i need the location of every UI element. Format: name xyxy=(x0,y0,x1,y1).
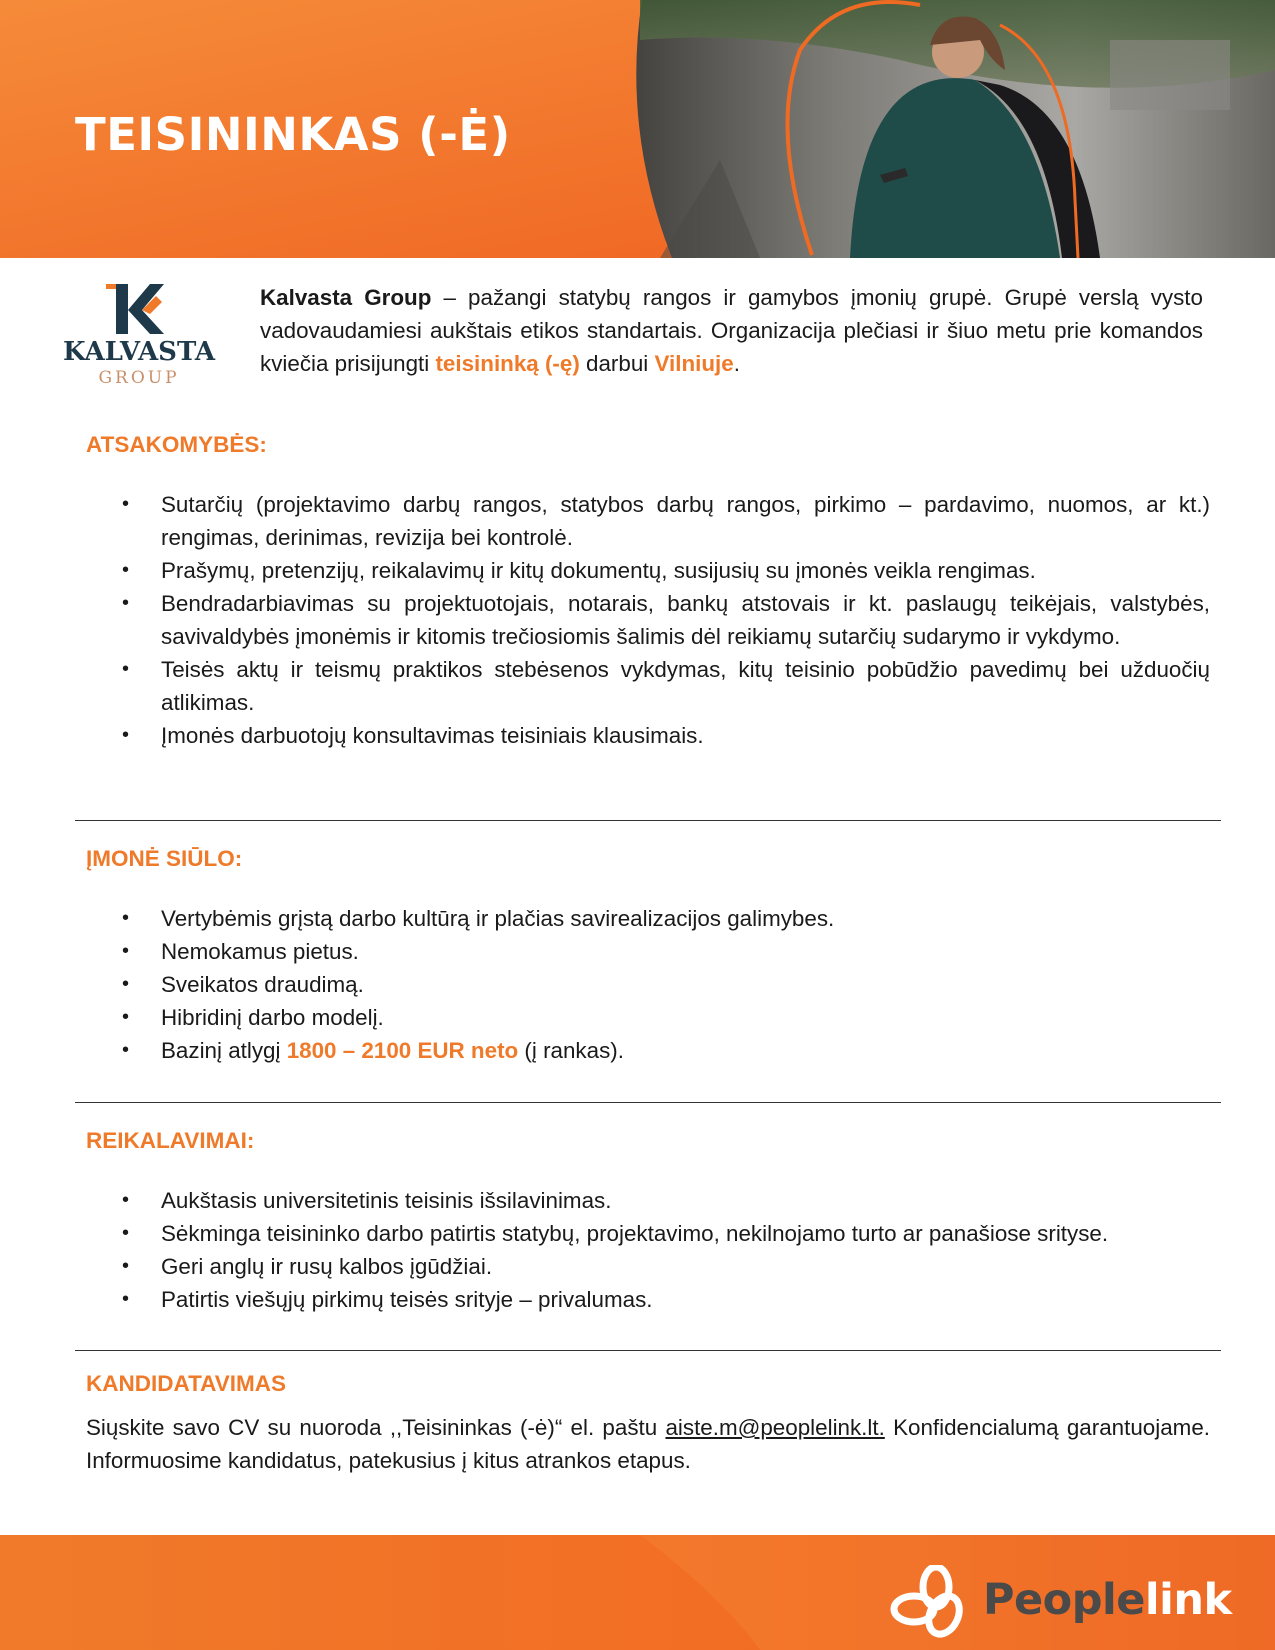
company-intro xyxy=(260,281,1203,380)
city-name: Vilniuje xyxy=(654,351,734,376)
brand-part: link xyxy=(1144,1575,1232,1625)
apply-text-part: Konfidencialumą garantuojame. Informuosime kandidatus, patekusius į kitus atrankos etapus. xyxy=(86,1415,1211,1473)
list-item: • Sėkminga teisininko darbo patirtis statybų, projektavimo, nekilnojamo turto ar panašiose srityse. xyxy=(86,1217,1210,1250)
section-divider xyxy=(75,1350,1221,1351)
apply-text xyxy=(86,1411,1210,1477)
list-item: • Sveikatos draudimą. xyxy=(86,968,1210,1001)
peoplelink-wordmark xyxy=(983,1575,1232,1625)
kalvasta-logo xyxy=(50,280,228,390)
list-item: • Vertybėmis grįstą darbo kultūrą ir plačias savirealizacijos galimybes. xyxy=(86,902,1210,935)
responsibilities-title: ATSAKOMYBĖS: xyxy=(86,432,267,457)
logo-wordmark: KALVASTA xyxy=(62,337,216,367)
brand-part: People xyxy=(983,1575,1145,1625)
intro-text: – pažangi statybų rangos ir gamybos įmonių grupė. Grupė verslą vysto vadovaudamiesi aukštais etikos standartais. Organizacija plečiasi ir šiuo metu prie komandos kviečia prisijungti xyxy=(260,285,1203,376)
list-item: • Bendradarbiavimas su projektuotojais, notarais, bankų atstovais ir kt. paslaugų teikėjais, valstybės, savivaldybės įmonėmis ir kitomis trečiosiomis šalimis dėl reikiamų sutarčių sudarymo ir vykdymo. xyxy=(86,587,1210,653)
salary-suffix: (į rankas). xyxy=(518,1038,624,1063)
apply-title: KANDIDATAVIMAS xyxy=(86,1371,286,1396)
list-item: • Sutarčių (projektavimo darbų rangos, statybos darbų rangos, pirkimo – pardavimo, nuomos, ar kt.) rengimas, derinimas, revizija bei kontrolė. xyxy=(86,488,1210,554)
list-item: • Įmonės darbuotojų konsultavimas teisiniais klausimais. xyxy=(86,719,1210,752)
requirements-list xyxy=(86,1184,1210,1316)
salary-prefix: Bazinį atlygį xyxy=(161,1038,287,1063)
offer-title: ĮMONĖ SIŪLO: xyxy=(86,846,243,871)
list-item: • Patirtis viešųjų pirkimų teisės srityje – privalumas. xyxy=(86,1283,1210,1316)
section-divider xyxy=(75,1102,1221,1103)
peoplelink-icon xyxy=(888,1565,988,1639)
list-item: • Teisės aktų ir teismų praktikos stebėsenos vykdymas, kitų teisinio pobūdžio pavedimų bei užduočių atlikimas. xyxy=(86,653,1210,719)
apply-text-part: Siųskite savo CV su nuoroda ,,Teisininkas (-ė)“ el. paštu xyxy=(86,1415,666,1440)
list-item: • Hibridinį darbo modelį. xyxy=(86,1001,1210,1034)
position-name: teisininką (-ę) xyxy=(435,351,580,376)
kalvasta-k-mark xyxy=(106,284,164,334)
email-link[interactable]: aiste.m@peoplelink.lt. xyxy=(665,1415,885,1440)
logo-subtitle: GROUP xyxy=(98,368,180,388)
section-divider xyxy=(75,820,1221,821)
job-title: TEISININKAS (-Ė) xyxy=(75,108,511,161)
intro-text: . xyxy=(733,351,740,376)
offer-list xyxy=(86,902,1210,1067)
header-banner xyxy=(0,0,1275,258)
footer-banner xyxy=(0,1535,1275,1650)
list-item: • Aukštasis universitetinis teisinis išsilavinimas. xyxy=(86,1184,1210,1217)
salary-value: 1800 – 2100 EUR neto xyxy=(286,1038,519,1063)
requirements-title: REIKALAVIMAI: xyxy=(86,1128,255,1153)
intro-text: darbui xyxy=(579,351,655,376)
list-item: • Geri anglų ir rusų kalbos įgūdžiai. xyxy=(86,1250,1210,1283)
list-item: • Prašymų, pretenzijų, reikalavimų ir kitų dokumentų, susijusių su įmonės veikla rengimas. xyxy=(86,554,1210,587)
salary-item xyxy=(86,1034,1210,1067)
list-item: • Nemokamus pietus. xyxy=(86,935,1210,968)
company-name: Kalvasta Group xyxy=(260,285,432,310)
responsibilities-list xyxy=(86,488,1210,752)
